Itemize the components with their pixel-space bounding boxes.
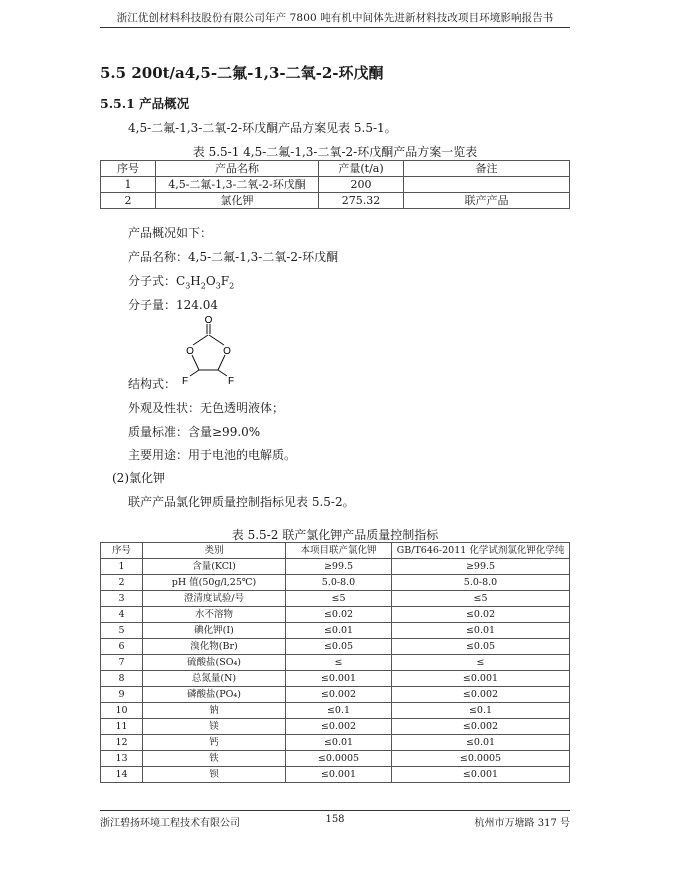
table-row [101, 639, 570, 655]
col-header: GB/T646-2011 化学试剂氯化钾化学纯 [392, 543, 570, 559]
table-cell: 1 [101, 559, 143, 575]
table-cell: 14 [101, 767, 143, 783]
table-cell: ≤0.01 [392, 623, 570, 639]
ring-bond [193, 335, 208, 345]
table-cell: pH 值(50g/l,25℃) [143, 575, 286, 591]
table-cell: ≤5 [286, 591, 392, 607]
table-row [101, 559, 570, 575]
table-cell: ≤5 [392, 591, 570, 607]
table1-caption: 表 5.5-1 4,5-二氟-1,3-二氧-2-环戊酮产品方案一览表 [192, 145, 478, 159]
table-cell: ≤0.1 [392, 703, 570, 719]
table-cell: 7 [101, 655, 143, 671]
atom-f: F [181, 376, 189, 387]
table-cell: 钡 [143, 767, 286, 783]
footer-company: 浙江碧扬环境工程技术有限公司 [100, 818, 240, 829]
header-divider [100, 27, 570, 28]
atom-o: O [186, 346, 194, 357]
subsection-title: 5.5.1 产品概况 [100, 96, 190, 111]
table-row [101, 591, 570, 607]
ring-bond [218, 355, 225, 370]
table-cell: 6 [101, 639, 143, 655]
table-cell: 11 [101, 719, 143, 735]
table-cell: 含量(KCl) [143, 559, 286, 575]
main-use: 主要用途：用于电池的电解质。 [128, 448, 297, 462]
col-header: 备注 [404, 161, 570, 177]
page-number: 158 [325, 814, 345, 825]
table-cell: 3 [101, 591, 143, 607]
table-cell: 12 [101, 735, 143, 751]
table-cell: 澄清度试验/号 [143, 591, 286, 607]
table-cell: 铁 [143, 751, 286, 767]
table-cell: 2 [101, 193, 156, 209]
formula-label: 分子式： [128, 274, 177, 288]
cf-bond [218, 370, 227, 376]
table-cell: 8 [101, 671, 143, 687]
kcl-heading: (2)氯化钾 [112, 471, 165, 485]
table-row [101, 671, 570, 687]
table-cell: 4,5-二氟-1,3-二氧-2-环戊酮 [156, 177, 319, 193]
molecular-formula [128, 272, 234, 290]
table-cell: 5.0-8.0 [286, 575, 392, 591]
table-cell: ≤0.1 [286, 703, 392, 719]
table-cell: ≤0.01 [286, 623, 392, 639]
table-cell: ≤0.02 [392, 607, 570, 623]
formula-symbol: C [176, 274, 186, 288]
table-row [101, 767, 570, 783]
table-cell: ≤0.002 [286, 687, 392, 703]
table-cell: 275.32 [319, 193, 404, 209]
table-cell: 10 [101, 703, 143, 719]
table-cell: ≤ [392, 655, 570, 671]
table-cell: ≤0.05 [286, 639, 392, 655]
table-row [101, 607, 570, 623]
ring-bond [209, 335, 224, 345]
atom-f: F [227, 376, 235, 387]
table-cell [404, 177, 570, 193]
table-cell: ≤0.01 [286, 735, 392, 751]
col-header: 序号 [101, 543, 143, 559]
table-cell: ≥99.5 [392, 559, 570, 575]
table-cell: ≤0.002 [392, 687, 570, 703]
formula-index: 3 [215, 281, 221, 291]
table-cell: 钠 [143, 703, 286, 719]
table-cell: ≥99.5 [286, 559, 392, 575]
section-title: 5.5 200t/a4,5-二氟-1,3-二氧-2-环戊酮 [100, 64, 384, 82]
table-row [101, 575, 570, 591]
col-header: 本项目联产氯化钾 [286, 543, 392, 559]
formula-index: 3 [185, 281, 191, 291]
table-row [101, 751, 570, 767]
table-cell: 钙 [143, 735, 286, 751]
formula-symbol: F [220, 274, 230, 288]
table-cell: 9 [101, 687, 143, 703]
molecular-weight: 分子量：124.04 [128, 298, 218, 312]
table-cell: ≤0.002 [392, 719, 570, 735]
structure-label: 结构式： [128, 377, 177, 391]
table-cell: 4 [101, 607, 143, 623]
formula-symbol: O [205, 274, 216, 288]
table-cell: 5.0-8.0 [392, 575, 570, 591]
col-header: 类别 [143, 543, 286, 559]
table-cell: 碘化钾(I) [143, 623, 286, 639]
table-cell: 水不溶物 [143, 607, 286, 623]
intro-paragraph: 4,5-二氟-1,3-二氧-2-环戊酮产品方案见表 5.5-1。 [128, 121, 397, 135]
table-row [101, 655, 570, 671]
atom-o: O [223, 346, 231, 357]
table-cell: 1 [101, 177, 156, 193]
page-header: 浙江优创材料科技股份有限公司年产 7800 吨有机中间体先进新材料技改项目环境影响报告书 [116, 12, 554, 24]
table-header-row [101, 543, 570, 559]
table-cell: ≤0.01 [392, 735, 570, 751]
product-name: 产品名称：4,5-二氟-1,3-二氧-2-环戊酮 [128, 250, 339, 264]
table-cell: ≤0.05 [392, 639, 570, 655]
ring-bond [192, 355, 199, 370]
table-row [101, 193, 570, 209]
table-cell: ≤0.001 [286, 671, 392, 687]
col-header: 产品名称 [156, 161, 319, 177]
footer-address: 杭州市万塘路 317 号 [474, 818, 570, 829]
table-cell: 溴化物(Br) [143, 639, 286, 655]
structure-diagram [170, 314, 250, 390]
footer-divider [100, 810, 570, 811]
overview-lead: 产品概况如下： [128, 226, 213, 240]
table-cell: ≤0.001 [286, 767, 392, 783]
quality-standard: 质量标准：含量≥99.0% [128, 425, 261, 439]
kcl-intro: 联产产品氯化钾质量控制指标见表 5.5-2。 [128, 495, 355, 509]
table-cell: 镁 [143, 719, 286, 735]
table-cell: ≤0.001 [392, 671, 570, 687]
table-cell: 硫酸盐(SO₄) [143, 655, 286, 671]
table-cell: 氯化钾 [156, 193, 319, 209]
table-row [101, 623, 570, 639]
table-cell: 磷酸盐(PO₄) [143, 687, 286, 703]
table-cell: ≤0.0005 [392, 751, 570, 767]
formula-symbol: H [190, 274, 201, 288]
atom-o: O [204, 315, 213, 326]
table-row [101, 687, 570, 703]
table-cell: 联产产品 [404, 193, 570, 209]
table-cell: ≤ [286, 655, 392, 671]
table-cell: ≤0.0005 [286, 751, 392, 767]
table-cell: 5 [101, 623, 143, 639]
table-row [101, 719, 570, 735]
table-row [101, 703, 570, 719]
appearance: 外观及性状：无色透明液体； [128, 401, 285, 415]
table-cell: ≤0.001 [392, 767, 570, 783]
formula-index: 2 [200, 281, 206, 291]
table-cell: 13 [101, 751, 143, 767]
table-row [101, 735, 570, 751]
table-cell: 200 [319, 177, 404, 193]
formula-index: 2 [229, 281, 235, 291]
table-cell: 2 [101, 575, 143, 591]
kcl-quality-table [100, 542, 570, 783]
table-cell: ≤0.002 [286, 719, 392, 735]
table-row [101, 177, 570, 193]
table2-caption: 表 5.5-2 联产氯化钾产品质量控制指标 [231, 528, 439, 542]
col-header: 产量(t/a) [319, 161, 404, 177]
table-header-row [101, 161, 570, 177]
table-cell: ≤0.02 [286, 607, 392, 623]
cf-bond [190, 370, 199, 376]
col-header: 序号 [101, 161, 156, 177]
product-plan-table [100, 160, 570, 209]
table-cell: 总氮量(N) [143, 671, 286, 687]
